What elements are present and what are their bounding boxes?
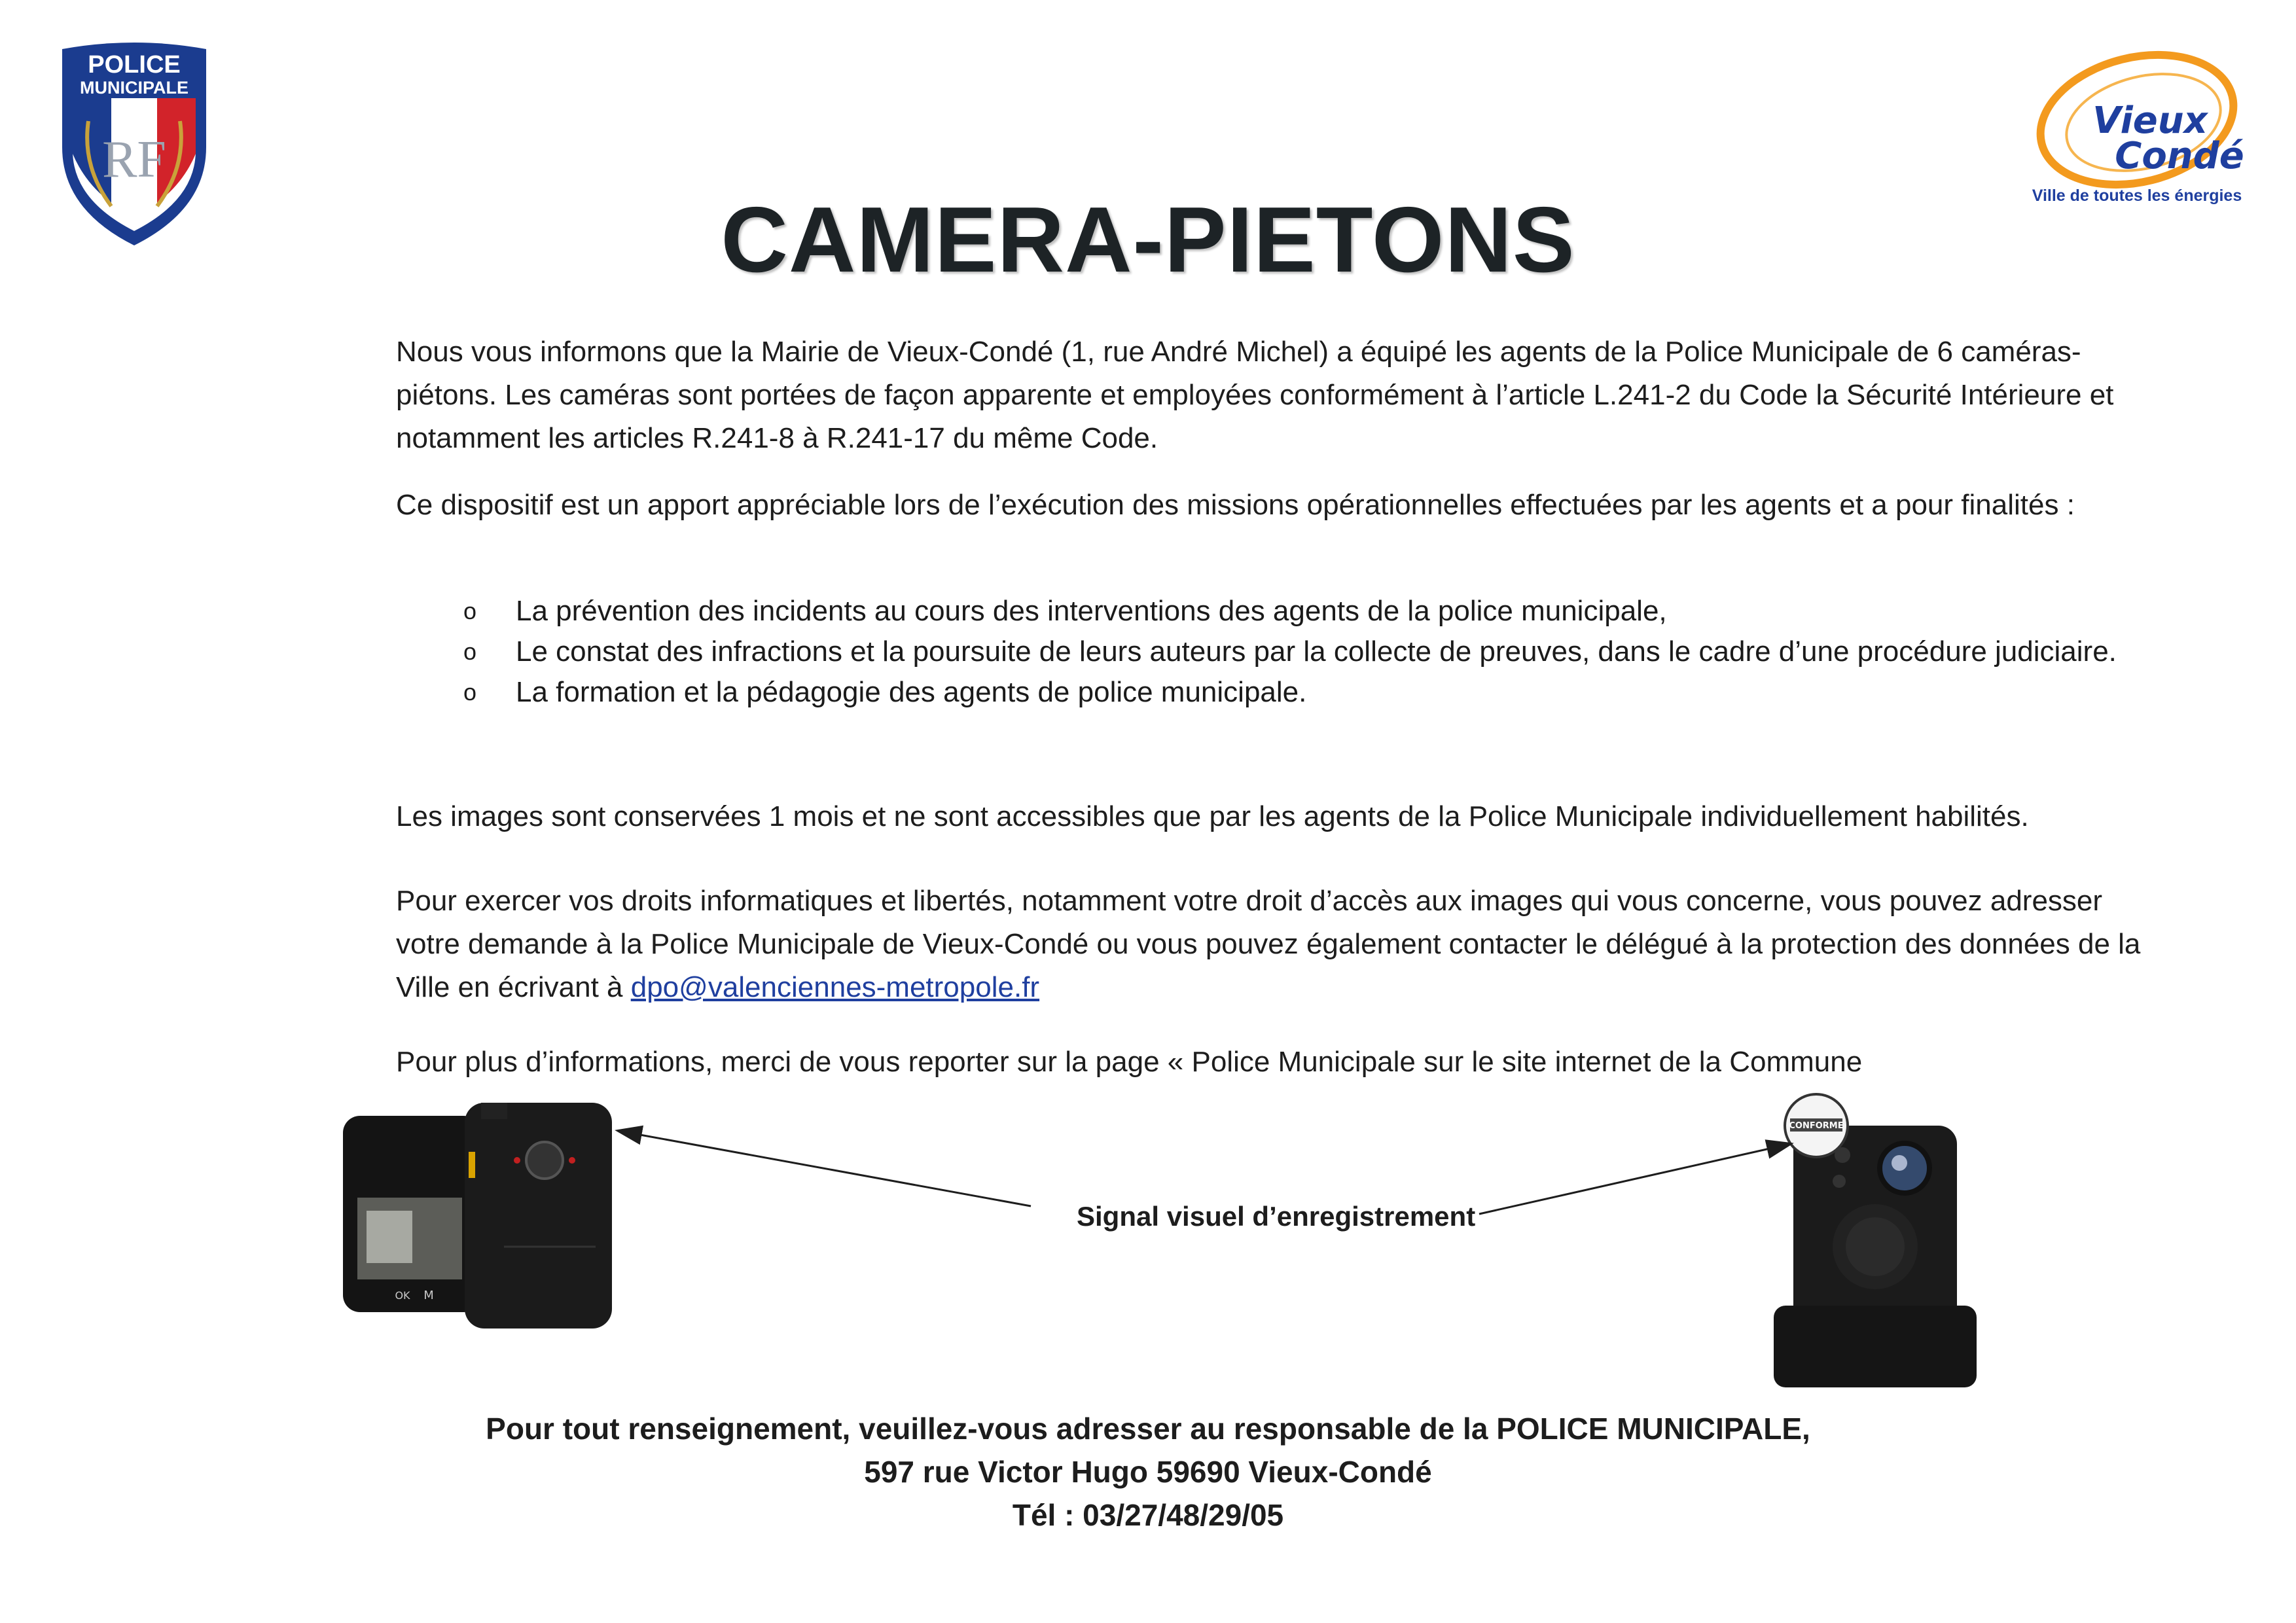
intro-paragraph: Nous vous informons que la Mairie de Vieux-Condé (1, rue André Michel) a équipé les agents de la Police Municipale de 6 caméras-piétons. Les caméras sont portées de façon apparente et employées conformément à l’article L.241-2 du Code la Sécurité Intérieure et notamment les articles R.241-8 à R.241-17 du même Code. — [396, 336, 2114, 454]
more-info-paragraph: Pour plus d’informations, merci de vous reporter sur la page « Police Municipale sur le site internet de la Commune — [396, 1046, 1863, 1078]
footer-line1: Pour tout renseignement, veuillez-vous adresser au responsable de la POLICE MUNICIPALE, — [486, 1412, 1810, 1446]
logo-tagline: Ville de toutes les énergies — [2032, 187, 2242, 205]
purpose-paragraph: Ce dispositif est un apport appréciable lors de l’exécution des missions opérationnelles effectuées par les agents et a pour finalités : — [396, 489, 2075, 521]
body-camera-left-image — [340, 1090, 615, 1332]
dpo-email-link[interactable]: dpo@valenciennes-metropole.fr — [630, 971, 1040, 1003]
badge-line1: POLICE — [88, 51, 181, 79]
purpose-list — [458, 591, 2147, 713]
list-item-text: La prévention des incidents au cours des interventions des agents de la police municipale, — [516, 595, 1667, 627]
rights-paragraph — [396, 880, 2150, 1009]
footer-contact — [0, 1407, 2296, 1537]
bullet-icon: o — [463, 679, 477, 705]
logo-name-line2: Condé — [2115, 135, 2244, 177]
body-camera-right-image — [1754, 1090, 2003, 1391]
list-item — [458, 632, 2147, 672]
footer-address: 597 rue Victor Hugo 59690 Vieux-Condé — [864, 1455, 1432, 1489]
signal-label: Signal visuel d’enregistrement — [1077, 1201, 1476, 1232]
bullet-icon: o — [463, 597, 477, 624]
logo-name-line1: Vieux — [2092, 99, 2208, 142]
list-item — [458, 672, 2147, 713]
list-item-text: Le constat des infractions et la poursuite de leurs auteurs par la collecte de preuves, dans le cadre d’une procédure judiciaire. — [516, 635, 2117, 668]
bullet-icon: o — [463, 638, 477, 665]
list-item — [458, 591, 2147, 632]
conformity-stamp-text: CONFORME — [1789, 1121, 1844, 1131]
rights-text: Pour exercer vos droits informatiques et libertés, notamment votre droit d’accès aux images qui vous concerne, vous pouvez adresser votre demande à la Police Municipale de Vieux-Condé ou vous pouvez également contacter le délégué à la protection des données de la Ville en écrivant à — [396, 885, 2141, 1003]
retention-paragraph: Les images sont conservées 1 mois et ne sont accessibles que par les agents de la Police Municipale individuellement habilités. — [396, 800, 2029, 832]
button-ok-label: OK — [395, 1289, 410, 1302]
badge-line2: MUNICIPALE — [80, 78, 188, 98]
page-title: CAMERA-PIETONS — [721, 188, 1575, 292]
list-item-text: La formation et la pédagogie des agents de police municipale. — [516, 676, 1307, 708]
button-m-label: M — [423, 1289, 434, 1302]
badge-monogram: RF — [102, 131, 166, 188]
footer-phone: Tél : 03/27/48/29/05 — [1012, 1498, 1284, 1532]
